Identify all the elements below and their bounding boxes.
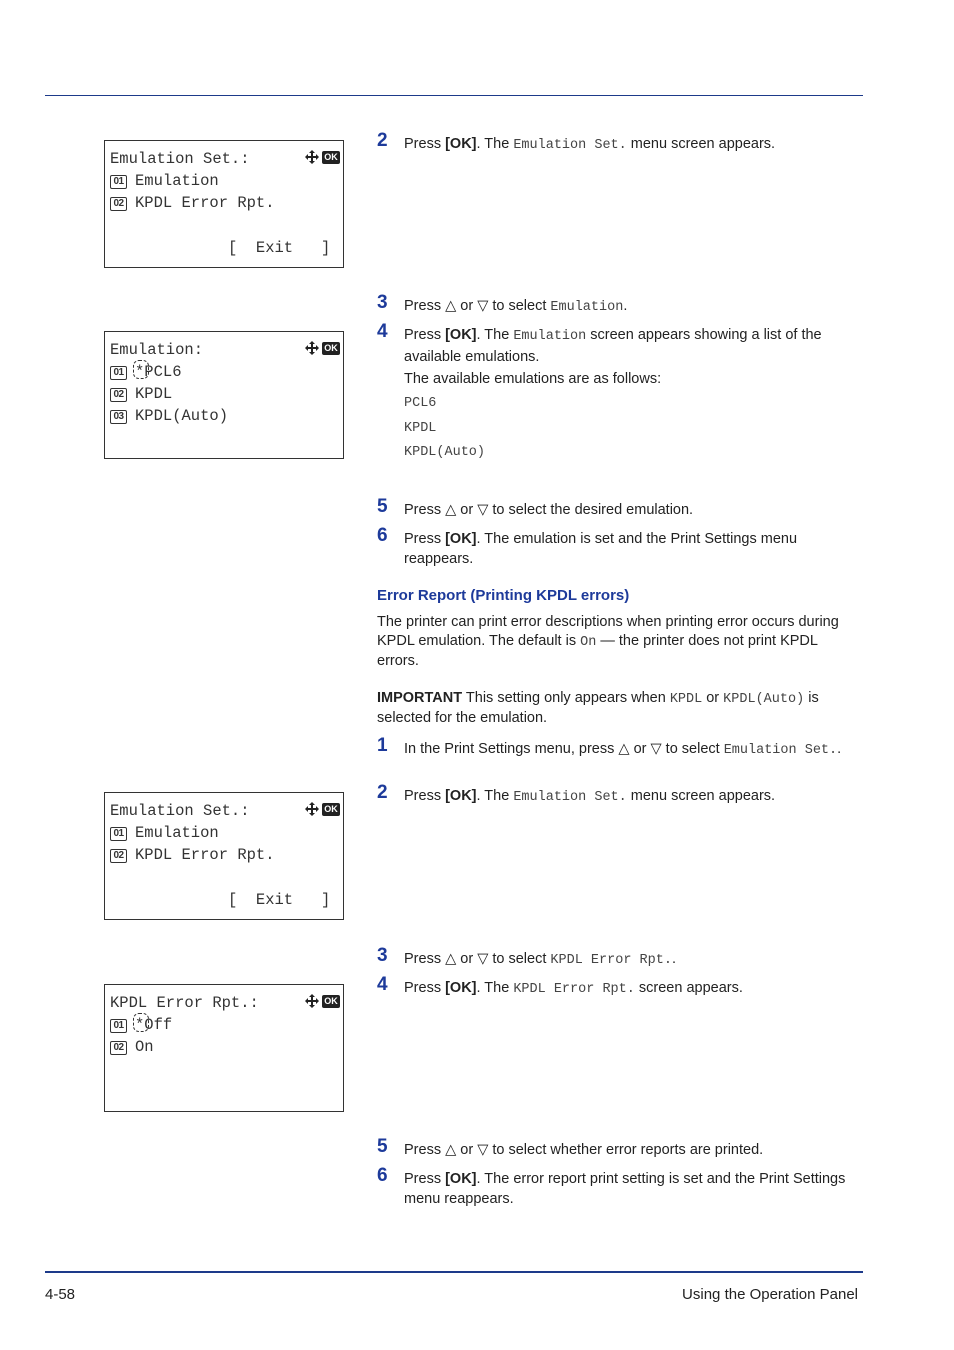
step-text: Press [OK]. The KPDL Error Rpt. screen appears. <box>404 980 743 997</box>
four-way-arrow-icon <box>304 341 320 355</box>
lcd-screen-kpdl-error-rpt <box>104 984 344 1112</box>
menu-item-label: KPDL Error Rpt. <box>135 846 275 864</box>
item-number-badge: 01 <box>110 1019 127 1033</box>
nav-ok-icons <box>304 150 340 164</box>
section-description: The printer can print error descriptions when printing error occurs during KPDL emulation. The default is On — the printer does not print KPDL errors. <box>377 614 839 669</box>
menu-item-label: Emulation <box>135 172 219 190</box>
lcd-screen-emulation-set <box>104 140 344 268</box>
menu-item-emulation <box>110 824 219 842</box>
lcd-screen-emulation <box>104 331 344 459</box>
step-text: Press [OK]. The Emulation Set. menu screen appears. <box>404 788 776 805</box>
screen-title: KPDL Error Rpt.: <box>110 994 259 1012</box>
step-text: Press [OK]. The Emulation Set. menu screen appears. <box>404 136 776 153</box>
nav-ok-icons <box>304 994 340 1008</box>
screen-title: Emulation Set.: <box>110 150 250 168</box>
menu-item-kpdl-error-rpt <box>110 194 275 212</box>
menu-item-label: *Off <box>135 1016 173 1034</box>
emulation-pcl6: PCL6 <box>404 396 437 411</box>
step-number: 1 <box>377 735 388 756</box>
screen-title: Emulation Set.: <box>110 802 250 820</box>
menu-item-label: KPDL(Auto) <box>135 407 229 425</box>
item-number-badge: 02 <box>110 388 127 402</box>
item-number-badge: 02 <box>110 1041 127 1055</box>
lcd-screen-emulation-set-2 <box>104 792 344 920</box>
step-number: 3 <box>377 292 388 313</box>
item-number-badge: 01 <box>110 175 127 189</box>
step-number: 4 <box>377 974 388 995</box>
menu-item-kpdl-error-rpt <box>110 846 275 864</box>
menu-item-label: KPDL <box>135 385 173 403</box>
softkey-exit: [ Exit ] <box>228 891 331 909</box>
ok-key-icon: OK <box>322 803 340 816</box>
menu-item-label: On <box>135 1038 154 1056</box>
step-text: Press △ or ▽ to select the desired emulation. <box>404 502 694 518</box>
ok-key-icon: OK <box>322 995 340 1008</box>
four-way-arrow-icon <box>304 802 320 816</box>
nav-ok-icons <box>304 341 340 355</box>
step-text: Press [OK]. The emulation is set and the Print Settings menu reappears. <box>404 531 798 567</box>
screen-title: Emulation: <box>110 341 204 359</box>
softkey-exit: [ Exit ] <box>228 239 331 257</box>
step-number: 4 <box>377 321 388 342</box>
page-number: 4-58 <box>45 1286 76 1303</box>
menu-item-label: Emulation <box>135 824 219 842</box>
step-number: 2 <box>377 130 388 151</box>
header-rule <box>45 95 863 96</box>
step-number: 5 <box>377 1136 388 1157</box>
selection-cursor-icon <box>133 360 149 379</box>
important-note: IMPORTANT This setting only appears when KPDL or KPDL(Auto) is selected for the emulation. <box>377 690 819 726</box>
item-number-badge: 02 <box>110 197 127 211</box>
four-way-arrow-icon <box>304 150 320 164</box>
step-text: Press △ or ▽ to select Emulation. <box>404 298 628 315</box>
ok-key-icon: OK <box>322 342 340 355</box>
four-way-arrow-icon <box>304 994 320 1008</box>
menu-item-emulation <box>110 172 219 190</box>
item-number-badge: 02 <box>110 849 127 863</box>
menu-item-on <box>110 1038 154 1056</box>
selection-cursor-icon <box>133 1013 149 1032</box>
menu-item-label: *PCL6 <box>135 363 182 381</box>
step-number: 6 <box>377 525 388 546</box>
step-text: In the Print Settings menu, press △ or ▽ to select Emulation Set.. <box>404 741 842 758</box>
step-number: 6 <box>377 1165 388 1186</box>
step-text: Press △ or ▽ to select whether error reports are printed. <box>404 1142 764 1158</box>
important-label: IMPORTANT <box>377 690 463 706</box>
step-number: 5 <box>377 496 388 517</box>
item-number-badge: 01 <box>110 827 127 841</box>
ok-key-icon: OK <box>322 151 340 164</box>
menu-item-kpdl-auto <box>110 407 228 425</box>
step-number: 2 <box>377 782 388 803</box>
menu-item-off <box>110 1016 172 1034</box>
section-heading: Error Report (Printing KPDL errors) <box>377 587 630 604</box>
emulation-kpdl-auto: KPDL(Auto) <box>404 445 486 460</box>
step-text: Press [OK]. The error report print setting is set and the Print Settings menu reappears. <box>404 1171 846 1207</box>
step-text: Press [OK]. The Emulation screen appears showing a list of the available emulations. <box>404 327 822 365</box>
footer-rule <box>45 1271 863 1273</box>
emulation-kpdl: KPDL <box>404 421 437 436</box>
step-number: 3 <box>377 945 388 966</box>
menu-item-label: KPDL Error Rpt. <box>135 194 275 212</box>
menu-item-pcl6 <box>110 363 182 381</box>
menu-item-kpdl <box>110 385 172 403</box>
step-text: Press △ or ▽ to select KPDL Error Rpt.. <box>404 951 676 968</box>
footer-section-title: Using the Operation Panel <box>682 1286 858 1303</box>
available-emulations-text: The available emulations are as follows: <box>404 371 662 387</box>
item-number-badge: 01 <box>110 366 127 380</box>
nav-ok-icons <box>304 802 340 816</box>
item-number-badge: 03 <box>110 410 127 424</box>
